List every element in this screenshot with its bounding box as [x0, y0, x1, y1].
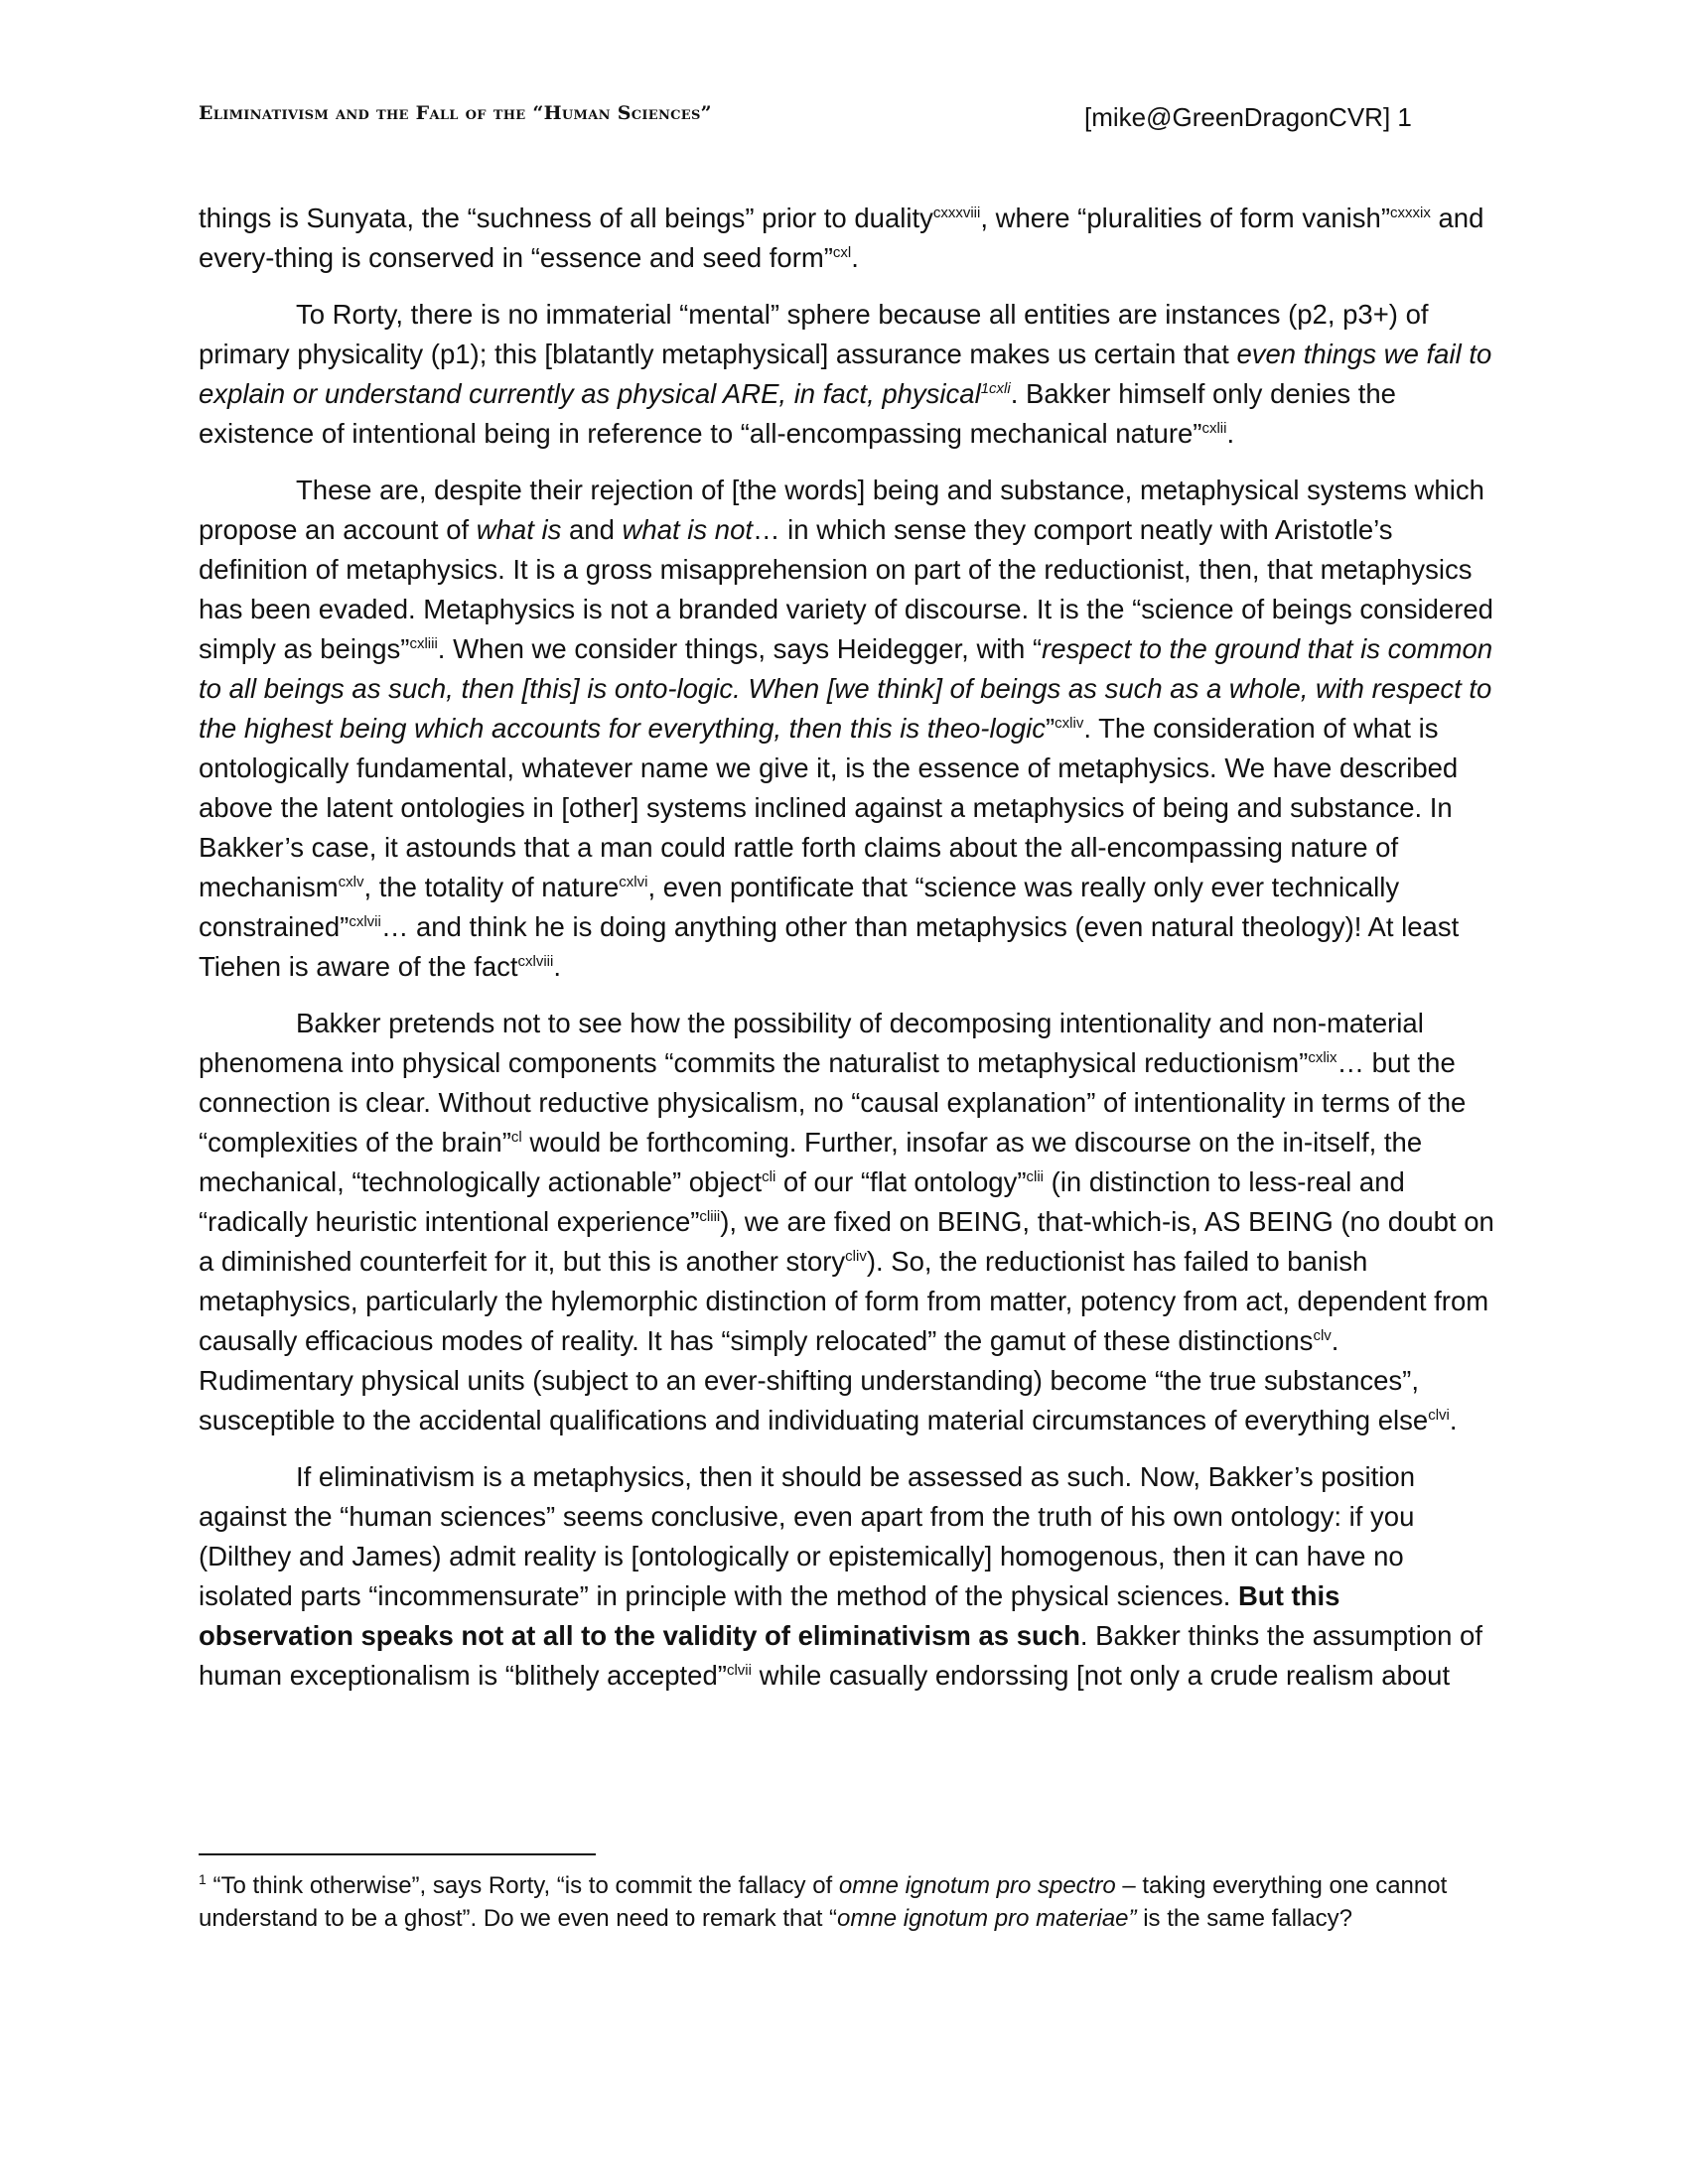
paragraph-5 [199, 1457, 1494, 1696]
footnote-separator [199, 1853, 596, 1855]
text-run: and every-thing is conserved in “essence and seed form” [199, 203, 1484, 273]
text-run: . The consideration of what is ontologically fundamental, whatever name we give it, is the essence of metaphysics. We have described above the latent ontologies in [other] systems inclined against a metaphysics of being and substance. In Bakker’s case, it astounds that a man could rattle forth claims about the all-encompassing nature of mechanism [199, 713, 1459, 902]
text-run: … but the connection is clear. Without reductive physicalism, no “causal explanation” of intentionality in terms of the “complexities of the brain” [199, 1047, 1467, 1158]
footnote-ref: 1cxli [980, 379, 1011, 397]
text-run: These are, despite their rejection of [the words] being and substance, metaphysical systems which propose an account of [199, 475, 1484, 545]
endnote-ref: cxlvi [619, 873, 648, 890]
endnote-ref: clvii [726, 1661, 752, 1679]
text-run: . When we consider things, says Heidegger, with “ [437, 633, 1043, 664]
endnote-ref: cxxxix [1390, 204, 1431, 221]
italic-run: omne ignotum pro spectro [838, 1872, 1116, 1899]
text-run: , where “pluralities of form vanish” [980, 203, 1390, 233]
endnote-ref: cxliii [409, 634, 438, 652]
text-run: of our “flat ontology” [775, 1166, 1027, 1197]
text-run: is the same fallacy? [1136, 1905, 1352, 1932]
text-run: . [1449, 1405, 1458, 1435]
endnote-ref: cxlii [1201, 419, 1227, 437]
italic-run: what is [476, 514, 562, 545]
text-run: … and think he is doing anything other than metaphysics (even natural theology)! At least Tiehen is aware of the fact [199, 911, 1460, 982]
endnote-ref: cxlv [338, 873, 364, 890]
endnote-ref: cliii [699, 1207, 721, 1225]
text-run: . [851, 242, 859, 273]
page-header [199, 102, 1489, 142]
endnote-ref: cxlviii [517, 952, 554, 970]
endnote-ref: cxliv [1055, 714, 1084, 732]
body-text [199, 199, 1494, 1712]
endnote-ref: clii [1026, 1167, 1045, 1185]
bold-run: But this observation speaks not at all to the validity of eliminativism as such [199, 1580, 1340, 1651]
endnote-ref: cliv [845, 1247, 867, 1265]
text-run: – taking everything one cannot understand to be a ghost”. Do we even need to remark that “ [199, 1872, 1448, 1932]
text-run: ), we are fixed on BEING, that-which-is, AS BEING (no doubt on a diminished counterfeit for it, but this is another story [199, 1206, 1494, 1277]
endnote-ref: cxxxviii [932, 204, 981, 221]
endnote-ref: cxlix [1308, 1048, 1337, 1066]
text-run: . [1226, 418, 1235, 449]
text-run: ” [1046, 713, 1056, 744]
running-title: Eliminativism and the Fall of the “Human Sciences” [199, 102, 712, 124]
footnote-1 [199, 1869, 1494, 1935]
italic-run: respect to the ground that is common to all beings as such, then [this] is onto-logic. When [we think] of beings as such as a whole, with respect to the highest being which accounts for everything, then this is theo-logic [199, 633, 1493, 744]
text-run: ). So, the reductionist has failed to banish metaphysics, particularly the hylemorphic distinction of form from matter, potency from act, dependent from causally efficacious modes of reality. It has “simply relocated” the gamut of these distinctions [199, 1246, 1489, 1356]
endnote-ref: cli [762, 1167, 776, 1185]
text-run: would be forthcoming. Further, insofar as we discourse on the in-itself, the mechanical, “technologically actionable” object [199, 1127, 1423, 1197]
text-run: . Bakker himself only denies the existence of intentional being in reference to “all-encompassing mechanical nature” [199, 378, 1396, 449]
endnote-ref: cxlvii [349, 912, 381, 930]
text-run: Bakker pretends not to see how the possibility of decomposing intentionality and non-material phenomena into physical components “commits the naturalist to metaphysical reductionism” [199, 1008, 1424, 1078]
text-run: and [561, 514, 623, 545]
text-run: If eliminativism is a metaphysics, then it should be assessed as such. Now, Bakker’s position against the “human sciences” seems conclusive, even apart from the truth of his own ontology: if you (Dilthey and James) admit reality is [ontologically or epistemically] homogenous, then it can have no isolated parts “incommensurate” in principle with the method of the physical sciences. [199, 1461, 1416, 1611]
text-run: , the totality of nature [363, 872, 620, 902]
italic-run: omne ignotum pro materiae” [837, 1905, 1137, 1932]
text-run: . Rudimentary physical units (subject to an ever-shifting understanding) become “the true substances”, susceptible to the accidental qualifications and individuating material circumstances of everything else [199, 1325, 1429, 1435]
text-run: . [553, 951, 561, 982]
text-run: . Bakker thinks the assumption of human exceptionalism is “blithely accepted” [199, 1620, 1482, 1691]
paragraph-4 [199, 1004, 1494, 1440]
text-run: while casually endorssing [not only a crude realism about [751, 1660, 1451, 1691]
footnote-number: 1 [199, 1871, 207, 1887]
italic-run: even things we fail to explain or understand currently as physical ARE, in fact, physical [199, 339, 1492, 409]
paragraph-2 [199, 295, 1494, 454]
endnote-ref: cxl [832, 243, 852, 261]
page-reference: [mike@GreenDragonCVR] 1 [1084, 102, 1412, 132]
paragraph-1 [199, 199, 1494, 278]
text-run: “To think otherwise”, says Rorty, “is to commit the fallacy of [206, 1872, 839, 1899]
text-run: … in which sense they comport neatly with Aristotle’s definition of metaphysics. It is a gross misapprehension on part of the reductionist, then, that metaphysics has been evaded. Metaphysics is not a branded variety of discourse. It is the “science of beings considered simply as beings” [199, 514, 1493, 664]
text-run: , even pontificate that “science was really only ever technically constrained” [199, 872, 1400, 942]
italic-run: what is not [622, 514, 754, 545]
endnote-ref: cl [510, 1128, 522, 1146]
text-run: To Rorty, there is no immaterial “mental” sphere because all entities are instances (p2, p3+) of primary physicality (p1); this [blatantly metaphysical] assurance makes us certain that [199, 299, 1429, 369]
paragraph-3 [199, 471, 1494, 987]
endnote-ref: clvi [1428, 1406, 1450, 1424]
text-run: (in distinction to less-real and “radically heuristic intentional experience” [199, 1166, 1405, 1237]
text-run: things is Sunyata, the “suchness of all beings” prior to duality [199, 203, 933, 233]
endnote-ref: clv [1313, 1326, 1332, 1344]
